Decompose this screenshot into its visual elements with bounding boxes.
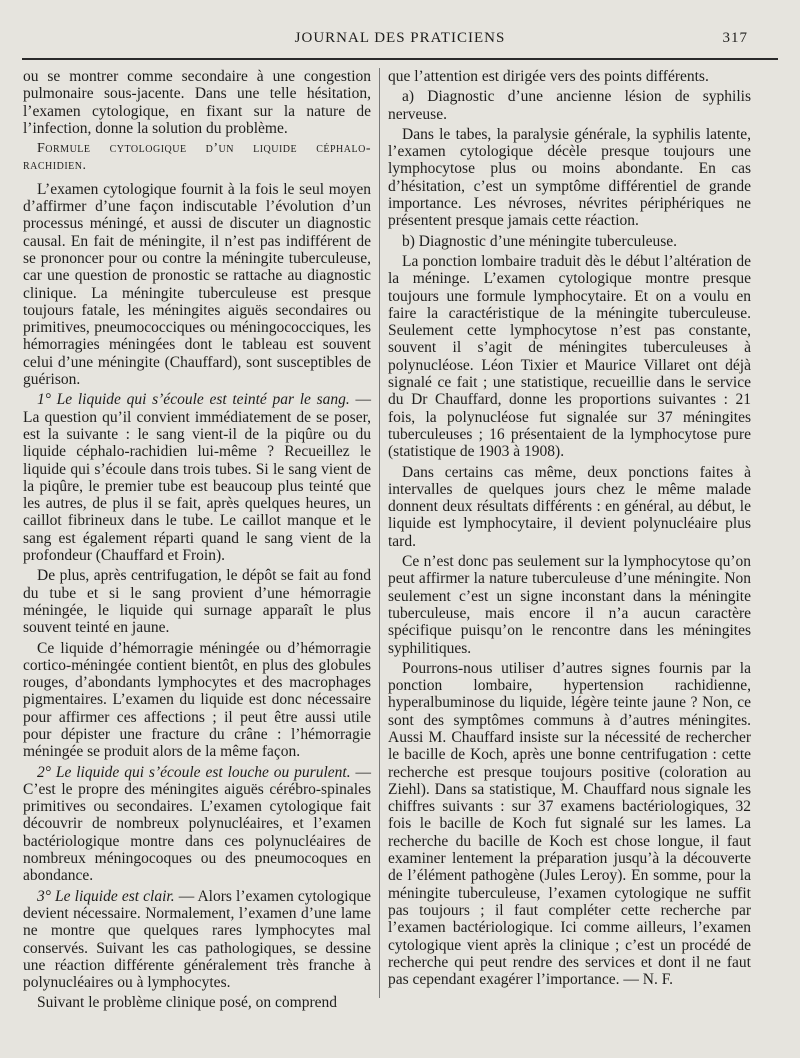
left-column	[23, 68, 371, 1015]
paragraph: ou se montrer comme secondaire à une congestion pulmonaire sous-jacente. Dans une telle hésitation, l’examen cytologique, en fixant sur la nature de l’infection, donne la solution du problème.	[23, 68, 371, 137]
paragraph: La ponction lombaire traduit dès le début l’altération de la méninge. L’examen cytologique montre presque toujours une formule lymphocytaire. Et on a voulu en faire la caractéristique de la méningite tuberculeuse. Seulement cette lymphocytose n’est pas constante, souvent il s’agit de méningites tuberculeuses à polynucléose. Léon Tixier et Maurice Villaret ont déjà signalé ce fait ; une statistique, recueillie dans le service du Dr Chauffard, donne les proportions suivantes : 21 fois, la polynucléose fut signalée sur 37 méningites tuberculeuses ; 16 présentaient de la lymphocytose pure (statistique de 1903 à 1908).	[388, 252, 751, 461]
paragraph	[23, 888, 371, 992]
right-column	[388, 68, 751, 991]
paragraph: Suivant le problème clinique posé, on comprend	[37, 994, 338, 1012]
column-divider	[379, 68, 380, 998]
header-rule	[22, 58, 778, 60]
page-header	[22, 30, 778, 50]
paragraph: Ce n’est donc pas seulement sur la lymphocytose qu’on peut affirmer la nature tuberculeuse d’une méningite. Non seulement c’est un signe inconstant dans la méningite tuberculeuse, mais encore il n’a aucun caractère spécifique puisqu’on le rencontre dans les méningites syphilitiques.	[388, 553, 751, 657]
subsection-label: 3° Le liquide est clair.	[37, 887, 175, 905]
paragraph: De plus, après centrifugation, le dépôt se fait au fond du tube et si le sang provient d’une hémorragie méningée, le liquide qui surnage apparaît le plus souvent teinté en jaune.	[23, 567, 371, 637]
paragraph-text: — C’est le propre des méningites aiguës cérébro-spinales primitives ou secondaires. L’examen cytologique fait découvrir de nombreux polynucléaires, et l’examen bactériologique montre dans ces polynucléaires de nombreux méningocoques ou des pneumocoques en abondance.	[23, 763, 371, 885]
paragraph	[23, 391, 371, 564]
page-number: 317	[722, 30, 748, 46]
paragraph: Dans le tabes, la paralysie générale, la syphilis latente, l’examen cytologique décèle presque toujours une lymphocytose plus ou moins abondante. En cas d’hésitation, c’est un symptôme différentiel de grande importance. Les névroses, névrites périphériques ne présentent presque jamais cette réaction.	[388, 125, 751, 230]
subsection-label: a) Diagnostic d’une ancienne lésion de syphilis nerveuse.	[388, 88, 751, 123]
paragraph: Dans certains cas même, deux ponctions faites à intervalles de quelques jours chez le même malade donnent deux résultats différents : en général, au début, le liquide est lymphocytaire, il devient polynucléaire plus tard.	[388, 463, 751, 550]
paragraph: Pourrons-nous utiliser d’autres signes fournis par la ponction lombaire, hypertension rachidienne, hyperalbuminose du liquide, légère teinte jaune ? Non, ce sont des symptômes communs à d’autres méningites. Aussi M. Chauffard insiste sur la nécessité de rechercher le bacille de Koch, après une bonne centrifugation : cette recherche est presque toujours positive (coloration au Ziehl). Dans sa statistique, M. Chauffard nous signale les chiffres suivants : sur 37 examens bactériologiques, 32 fois le bacille de Koch fut signalé sur les lames. La recherche du bacille de Koch est chose longue, il faut examiner lentement la préparation jusqu’à la découverte de l’élément pathogène (Jules Leroy). En somme, pour la méningite tuberculeuse, l’examen cytologique ne suffit pas toujours ; il faut compléter cette recherche par l’examen bactériologique. Ici comme ailleurs, l’examen cytologique vient après la clinique ; c’est un procédé de recherche qui peut rendre des services et dont il ne faut pas cependant exagérer l’importance. — N. F.	[388, 659, 751, 989]
paragraph: que l’attention est dirigée vers des points différents.	[388, 68, 709, 85]
subsection-label: b) Diagnostic d’une méningite tuberculeuse.	[402, 232, 678, 250]
paragraph: L’examen cytologique fournit à la fois le seul moyen d’affirmer d’une façon indiscutable l’évolution d’un processus méningé, et aussi de discuter un diagnostic causal. En fait de méningite, il n’est pas indifférent de se prononcer pour ou contre la méningite tuberculeuse, car une question de pronostic se rattache au diagnostic clinique. La méningite tuberculeuse est presque toujours fatale, les méningites aiguës secondaires ou primitives, pneumococciques ou méningococciques, les hémorragies méningées dont le tableau est souvent celui d’une méningite (Chauffard), sont susceptibles de guérison.	[23, 180, 371, 389]
running-title: JOURNAL DES PRATICIENS	[294, 30, 506, 46]
paragraph-text: — La question qu’il convient immédiatement de se poser, est la suivante : le sang vient-il de la piqûre ou du liquide céphalo-rachidien lui-même ? Recueillez le liquide qui s’écoule dans trois tubes. Si le sang vient de la piqûre, le premier tube est beaucoup plus teinté que les autres, de plus il se fait, après quelques heures, un caillot fibrineux dans le tube. Le caillot manque et le sang est également réparti quand le sang vient de la profondeur (Chauffard et Froin).	[23, 391, 371, 565]
subsection-label: 2° Le liquide qui s’écoule est louche ou purulent.	[37, 763, 351, 781]
paragraph-text: — Alors l’examen cytologique devient nécessaire. Normalement, l’examen d’une lame ne montre que quelques rares lymphocytes mal conservés. Suivant les cas pathologiques, se dessine une réaction différente généralement très franche à polynucléaires ou à lymphocytes.	[23, 887, 371, 992]
section-heading: Formule cytologique d’un liquide céphalo-rachidien.	[23, 141, 371, 174]
paragraph	[23, 764, 371, 885]
paragraph: Ce liquide d’hémorragie méningée ou d’hémorragie cortico-méningée contient bientôt, en plus des globules rouges, d’abondants lymphocytes et des macrophages pigmentaires. L’examen du liquide est donc nécessaire pour affirmer ces affections ; il peut être aussi utile pour dépister une fracture du crâne : l’hémorragie méningée se produit alors de la même façon.	[23, 639, 371, 761]
subsection-label: 1° Le liquide qui s’écoule est teinté par le sang.	[37, 391, 350, 409]
